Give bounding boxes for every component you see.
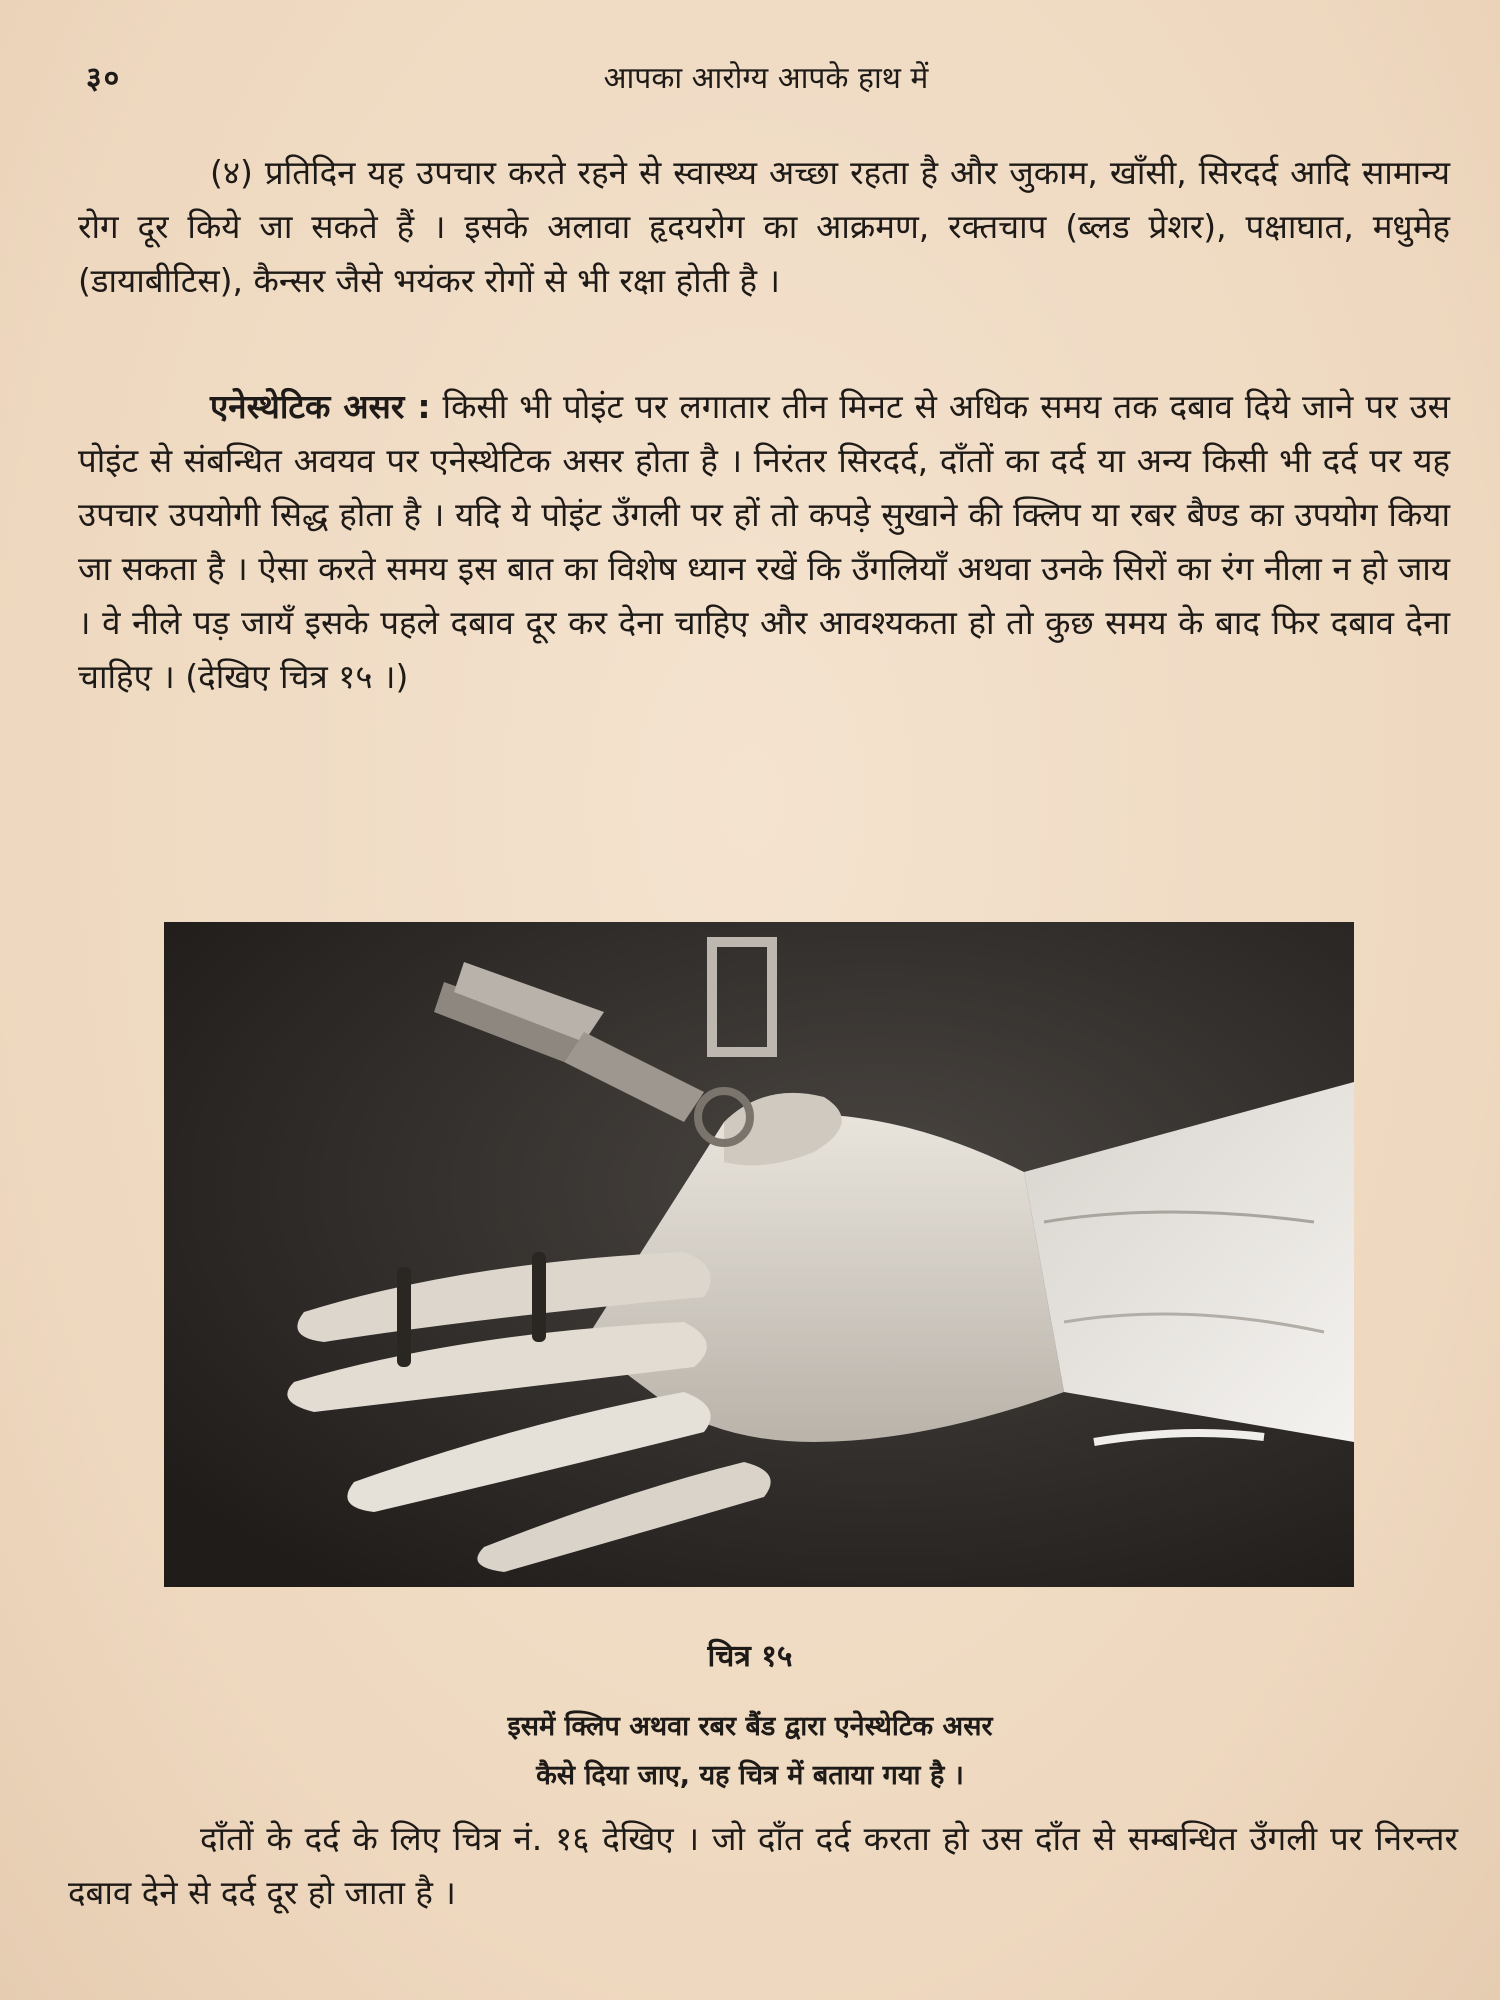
figure-number: चित्र १५ [707, 1639, 793, 1674]
figure-caption-line-1: इसमें क्लिप अथवा रबर बैंड द्वारा एनेस्थेटिक असर [507, 1711, 993, 1742]
paragraph-1 [78, 146, 1450, 308]
paragraph-2-text: किसी भी पोइंट पर लगातार तीन मिनट से अधिक समय तक दबाव दिये जाने पर उस पोइंट से संबन्धित अवयव पर एनेस्थेटिक असर होता है । निरंतर सिरदर्द, दाँतों का दर्द या अन्य किसी भी दर्द पर यह उपचार उपयोगी सिद्ध होता है । यदि ये पोइंट उँगली पर हों तो कपड़े सुखाने की क्लिप या रबर बैण्ड का उपयोग किया जा सकता है । ऐसा करते समय इस बात का विशेष ध्यान रखें कि उँगलियाँ अथवा उनके सिरों का रंग नीला न हो जाय । वे नीले पड़ जायँ इसके पहले दबाव दूर कर देना चाहिए और आवश्यकता हो तो कुछ समय के बाद फिर दबाव देना चाहिए । (देखिए चित्र १५ ।) [78, 387, 1450, 696]
page-header [76, 56, 1456, 104]
hand-clip-photo [164, 922, 1354, 1587]
paragraph-3 [68, 1812, 1458, 1920]
hand-illustration [164, 922, 1354, 1587]
running-title: आपका आरोग्य आपके हाथ में [603, 61, 929, 96]
figure-caption-line-2: कैसे दिया जाए, यह चित्र में बताया गया है । [536, 1760, 964, 1791]
paragraph-1-text: (४) प्रतिदिन यह उपचार करते रहने से स्वास्थ्य अच्छा रहता है और जुकाम, खाँसी, सिरदर्द आदि सामान्य रोग दूर किये जा सकते हैं । इसके अलावा हृदयरोग का आक्रमण, रक्तचाप (ब्लड प्रेशर), पक्षाघात, मधुमेह (डायाबीटिस), कैन्सर जैसे भयंकर रोगों से भी रक्षा होती है । [78, 153, 1450, 300]
paragraph-2-heading: एनेस्थेटिक असर : [210, 387, 431, 426]
page-number: ३० [86, 61, 122, 96]
paragraph-2 [78, 380, 1450, 704]
paragraph-3-text: दाँतों के दर्द के लिए चित्र नं. १६ देखिए । जो दाँत दर्द करता हो उस दाँत से सम्बन्धित उँगली पर निरन्तर दबाव देने से दर्द दूर हो जाता है । [68, 1819, 1458, 1912]
